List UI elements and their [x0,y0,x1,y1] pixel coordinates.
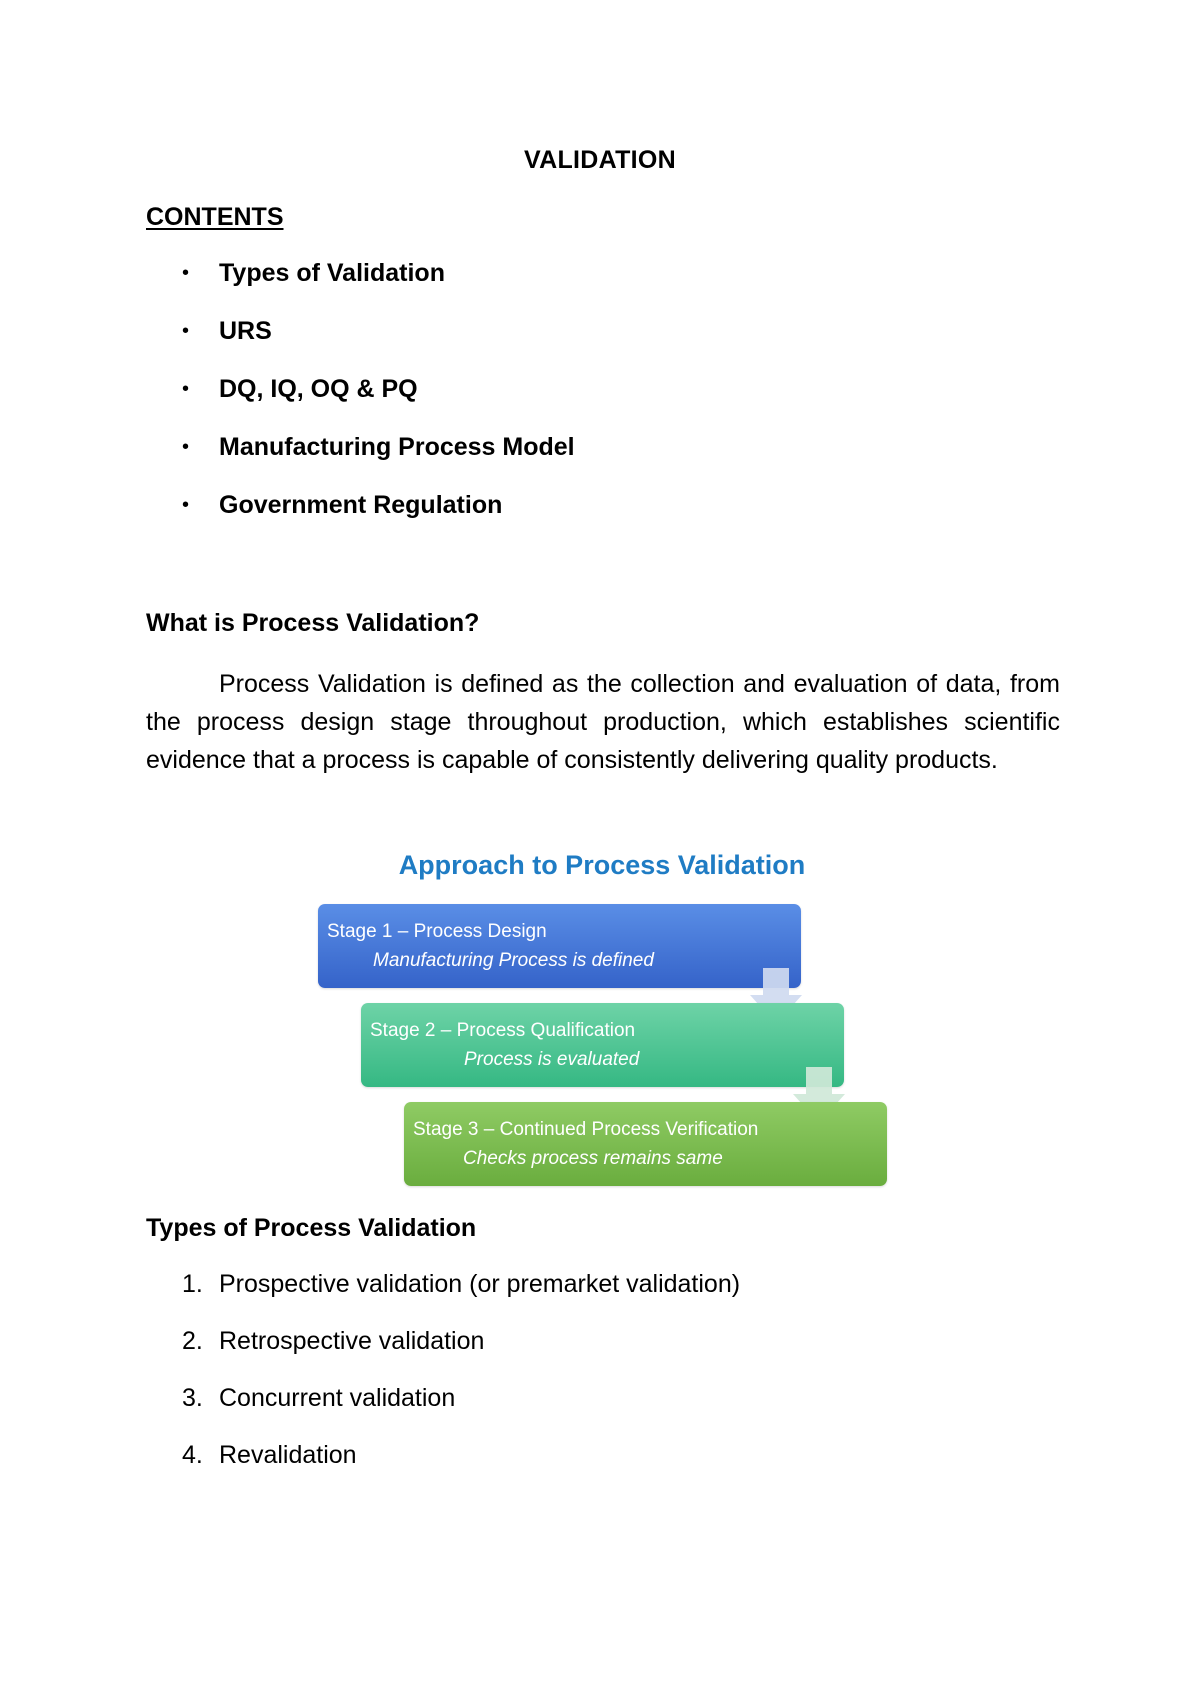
stage-2-name: Stage 2 – Process Qualification [370,1020,636,1041]
contents-list-item [146,432,575,490]
contents-item-text: Types of Validation [219,259,445,287]
contents-list-item [146,374,575,432]
types-list [146,1269,740,1497]
list-number: 2. [182,1327,203,1355]
contents-list-item [146,316,575,374]
types-list-item [146,1326,740,1383]
stage-1-description: Manufacturing Process is defined [373,950,654,971]
bullet-icon: • [182,436,190,458]
definition-heading: What is Process Validation? [146,609,480,637]
types-heading: Types of Process Validation [146,1214,477,1242]
contents-item-text: Manufacturing Process Model [219,433,575,461]
types-item-text: Revalidation [219,1441,357,1469]
document-title: VALIDATION [523,146,677,174]
bullet-icon: • [182,262,190,284]
list-number: 4. [182,1441,203,1469]
types-list-item [146,1269,740,1326]
stage-1-name: Stage 1 – Process Design [327,921,547,942]
contents-list [146,258,575,548]
bullet-icon: • [182,320,190,342]
stage-2-box [361,1003,844,1087]
bullet-icon: • [182,494,190,516]
contents-item-text: Government Regulation [219,491,503,519]
types-list-item [146,1440,740,1497]
stage-1-box [318,904,801,988]
types-item-text: Retrospective validation [219,1327,485,1355]
stage-3-name: Stage 3 – Continued Process Verification [413,1119,759,1140]
types-list-item [146,1383,740,1440]
stage-3-description: Checks process remains same [463,1148,723,1169]
bullet-icon: • [182,378,190,400]
contents-heading: CONTENTS [146,203,284,231]
types-item-text: Concurrent validation [219,1384,456,1412]
definition-paragraph: Process Validation is defined as the collection and evaluation of data, from the process design stage throughout production, which establishes scientific evidence that a process is capable of consistently delivering quality products. [146,670,1060,774]
contents-item-text: DQ, IQ, OQ & PQ [219,375,418,403]
stage-3-box [404,1102,887,1186]
contents-item-text: URS [219,317,272,345]
contents-list-item [146,490,575,548]
list-number: 3. [182,1384,203,1412]
types-item-text: Prospective validation (or premarket validation) [219,1270,741,1298]
diagram-title: Approach to Process Validation [398,850,806,880]
stage-2-description: Process is evaluated [464,1049,640,1070]
list-number: 1. [182,1270,203,1298]
contents-list-item [146,258,575,316]
